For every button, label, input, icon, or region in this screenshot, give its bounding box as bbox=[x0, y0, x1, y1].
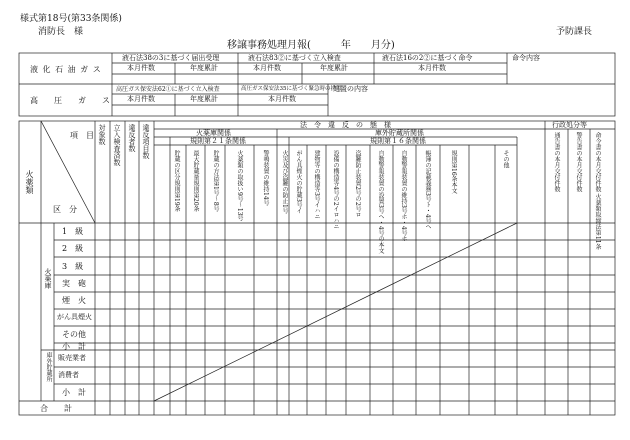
gunpowder-sub: 規則第２１条関係 bbox=[190, 137, 246, 145]
storage-col: 規則第16条本文 bbox=[450, 150, 457, 194]
lpg-cell: 本月件数 bbox=[127, 64, 155, 72]
total-label: 合 計 bbox=[40, 404, 72, 413]
lpg-cell: 年度累計 bbox=[190, 64, 218, 72]
storage-col: 自動警報装置の維持3号ホ・4号ホ bbox=[400, 150, 407, 242]
row-label: その他 bbox=[62, 330, 86, 339]
row-label: 消費者 bbox=[58, 371, 79, 379]
count-label: 対象数 bbox=[98, 124, 106, 145]
lpg-cell: 年度累計 bbox=[320, 64, 348, 72]
hp-section-title: 高圧ガス保安法62①に基づく立入検査 bbox=[116, 86, 220, 93]
storage-col: 建物等の構造等3号イハニ bbox=[313, 150, 320, 220]
storage-col: 盗難防止装置2号の2号ロ bbox=[354, 150, 361, 218]
hp-cell: 年度累計 bbox=[190, 95, 218, 103]
gunpowder-header: 火薬庫関係 bbox=[196, 129, 231, 137]
gunpowder-col: 最大貯蔵量規則第20条 bbox=[192, 150, 199, 212]
admin-col: 警告書の本月交付件数 bbox=[575, 132, 582, 192]
row-label: 小 計 bbox=[62, 342, 86, 351]
row-label: 2 級 bbox=[62, 244, 84, 253]
hp-cell: 本月件数 bbox=[268, 95, 296, 103]
row-category-label: 火薬類 bbox=[25, 170, 34, 194]
row-label: 煙 火 bbox=[62, 296, 86, 305]
storage-col: がん具煙火の貯蔵3号イ bbox=[295, 150, 302, 214]
other-label: その他 bbox=[502, 150, 509, 168]
gunpowder-col: 警鳴装置の維持14号 bbox=[262, 150, 269, 206]
storage-col: 設備の構造等4号の2イロハニ bbox=[332, 150, 339, 230]
row-label: 実 砲 bbox=[62, 279, 86, 288]
page-title: 移譲事務処理月報( 年 月分) bbox=[227, 40, 395, 51]
violation-count-label: 違反項目数 bbox=[142, 124, 150, 159]
storage-sub: 規則第１６条関係 bbox=[370, 137, 426, 145]
lpg-order-label: 命令内容 bbox=[512, 54, 540, 62]
row-label: 1 級 bbox=[62, 227, 84, 236]
violator-label: 違反者数 bbox=[128, 124, 136, 152]
gunpowder-col: 火薬類の取扱い9号～13号 bbox=[236, 150, 243, 222]
sender: 予防課長 bbox=[556, 27, 593, 37]
rows-gunpowder-label: 火薬庫 bbox=[44, 268, 52, 289]
lpg-section-title: 液石法16の2②に基づく命令 bbox=[382, 54, 473, 62]
addressee: 消防長 様 bbox=[38, 27, 84, 37]
row-label: 小 計 bbox=[62, 388, 86, 397]
hp-section-title: 高圧ガス保安法35に基づく緊急時の措置 bbox=[241, 86, 342, 92]
item-label: 項 目 bbox=[70, 131, 94, 140]
form-number: 様式第18号(第33条関係) bbox=[20, 14, 122, 24]
rows-storage-label: 庫外貯蔵所 bbox=[45, 352, 52, 382]
storage-col: 火災及び盗難の防止1号 bbox=[281, 150, 288, 214]
hp-label: 高 圧 ガ ス bbox=[30, 96, 110, 105]
lpg-label: 液 化 石 油 ガ ス bbox=[30, 65, 102, 74]
storage-col: 帳簿の記載義務3号ト・4号ヘ bbox=[424, 150, 431, 230]
admin-header: 行政処分等 bbox=[552, 121, 587, 129]
lpg-cell: 本月件数 bbox=[418, 64, 446, 72]
admin-col: 通告書の本月交付件数 bbox=[553, 132, 560, 192]
admin-col: 命令書の本月交付件数 火薬類取締法第11条 bbox=[594, 132, 601, 250]
law-header: 法 令 違 反 の 態 様 bbox=[300, 121, 391, 129]
gunpowder-col: 貯蔵の方法第1号～8号 bbox=[212, 150, 219, 212]
storage-header: 庫外貯蔵所関係 bbox=[375, 129, 424, 137]
hp-cell: 本月件数 bbox=[127, 95, 155, 103]
lpg-section-title: 液石法83②に基づく立入検査 bbox=[248, 54, 341, 62]
inspect-label: 立入検査済数 bbox=[113, 124, 121, 166]
gunpowder-col: 貯蔵の区分規則第19条 bbox=[173, 150, 180, 212]
row-label: がん具煙火 bbox=[57, 313, 92, 321]
lpg-section-title: 液石法38の3に基づく届出受理 bbox=[122, 54, 220, 62]
lpg-cell: 本月件数 bbox=[253, 64, 281, 72]
storage-col: 自動警報装置の設置3号ヘ・4号の本文 bbox=[377, 150, 384, 254]
section-label: 区 分 bbox=[53, 205, 77, 214]
row-label: 3 級 bbox=[62, 262, 84, 271]
row-label: 販売業者 bbox=[58, 354, 86, 362]
hp-action-label: 処置の内容 bbox=[333, 85, 368, 93]
